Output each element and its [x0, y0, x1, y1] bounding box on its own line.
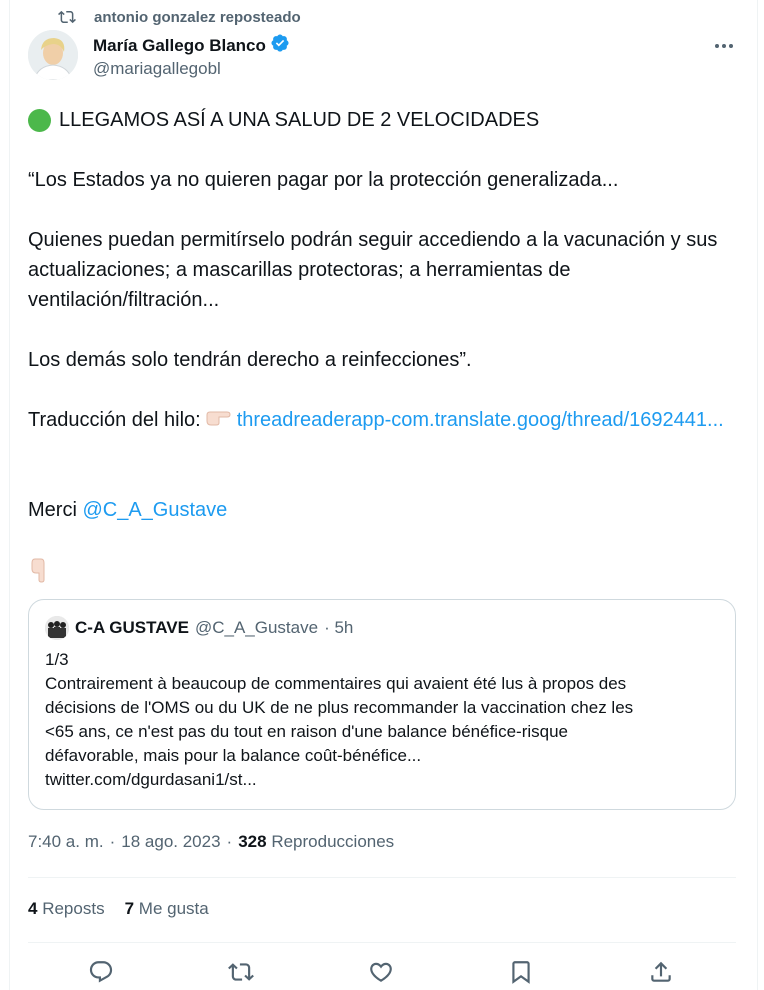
- post-stats: [28, 899, 209, 919]
- quoted-line: Contrairement à beaucoup de commentaires qui avaient été lus à propos des: [45, 674, 627, 693]
- share-icon[interactable]: [648, 959, 674, 985]
- more-icon[interactable]: [712, 34, 736, 63]
- reposts-label: Reposts: [42, 899, 105, 918]
- likes-count: 7: [124, 899, 135, 918]
- likes-label: Me gusta: [138, 899, 209, 918]
- translation-link[interactable]: threadreaderapp-com.translate.goog/thread/1692441...: [236, 409, 724, 431]
- quoted-author-handle: @C_A_Gustave: [194, 618, 319, 637]
- post-date[interactable]: 18 ago. 2023: [121, 832, 221, 851]
- meta-separator: ·: [226, 832, 233, 851]
- views-count: 328: [238, 832, 267, 851]
- repost-text: antonio gonzalez reposteado: [94, 8, 301, 26]
- pointing-right-emoji-icon: [205, 406, 231, 436]
- translation-label: Traducción del hilo:: [28, 409, 201, 431]
- thanks-line: [28, 495, 227, 525]
- translation-line: [28, 405, 738, 436]
- reply-icon[interactable]: [88, 959, 114, 985]
- repost-indicator[interactable]: [58, 8, 301, 26]
- reposts-count: 4: [28, 899, 38, 918]
- divider: [28, 877, 736, 878]
- quoted-line: 1/3: [45, 650, 69, 669]
- post-meta: [28, 832, 394, 852]
- bookmark-icon[interactable]: [508, 959, 534, 985]
- views-label: Reproducciones: [271, 832, 395, 851]
- reposts-stat[interactable]: [28, 899, 105, 919]
- retweet-icon[interactable]: [228, 959, 254, 985]
- author-name-text: María Gallego Blanco: [93, 35, 266, 55]
- meta-separator: ·: [109, 832, 116, 851]
- frame-border-left: [9, 0, 10, 990]
- divider: [28, 942, 736, 943]
- quoted-line: défavorable, mais pour la balance coût-bénéfice...: [45, 746, 422, 765]
- frame-border-right: [757, 0, 758, 990]
- post-headline: [28, 105, 539, 135]
- action-bar: [28, 955, 736, 989]
- repost-icon: [58, 8, 76, 26]
- quoted-tweet-header: [45, 616, 353, 640]
- quoted-tweet-text: [45, 648, 725, 792]
- post-paragraph-3: Los demás solo tendrán derecho a reinfecciones”.: [28, 349, 472, 371]
- post-headline-text: LLEGAMOS ASÍ A UNA SALUD DE 2 VELOCIDADES: [59, 109, 540, 131]
- post-paragraph-1: “Los Estados ya no quieren pagar por la protección generalizada...: [28, 169, 619, 191]
- green-circle-emoji-icon: [28, 109, 51, 132]
- mention-link[interactable]: @C_A_Gustave: [82, 499, 228, 521]
- thanks-label: Merci: [28, 499, 77, 521]
- quoted-author-name: C-A GUSTAVE: [75, 618, 189, 637]
- quoted-line: <65 ans, ce n'est pas du tout en raison d'une balance bénéfice-risque: [45, 722, 568, 741]
- quoted-line: twitter.com/dgurdasani1/st...: [45, 770, 257, 789]
- post-time[interactable]: 7:40 a. m.: [28, 832, 104, 851]
- heart-icon[interactable]: [368, 959, 394, 985]
- quoted-line: décisions de l'OMS ou du UK de ne plus recommander la vaccination chez les: [45, 698, 634, 717]
- quoted-tweet-card[interactable]: [28, 599, 736, 810]
- quoted-author-avatar: [45, 616, 69, 640]
- verified-badge-icon: [270, 33, 290, 58]
- quoted-tweet-time: · 5h: [324, 618, 354, 637]
- likes-stat[interactable]: [125, 899, 209, 919]
- author-name[interactable]: [93, 33, 290, 58]
- author-handle[interactable]: @mariagallegobl: [93, 59, 221, 78]
- pointing-down-emoji-icon: [30, 557, 52, 592]
- author-avatar[interactable]: [28, 30, 78, 80]
- post-paragraph-2: Quienes puedan permitírselo podrán seguir accediendo a la vacunación y sus actualizaciones; a mascarillas protectoras; a herramientas de ventilación/filtración...: [28, 229, 723, 311]
